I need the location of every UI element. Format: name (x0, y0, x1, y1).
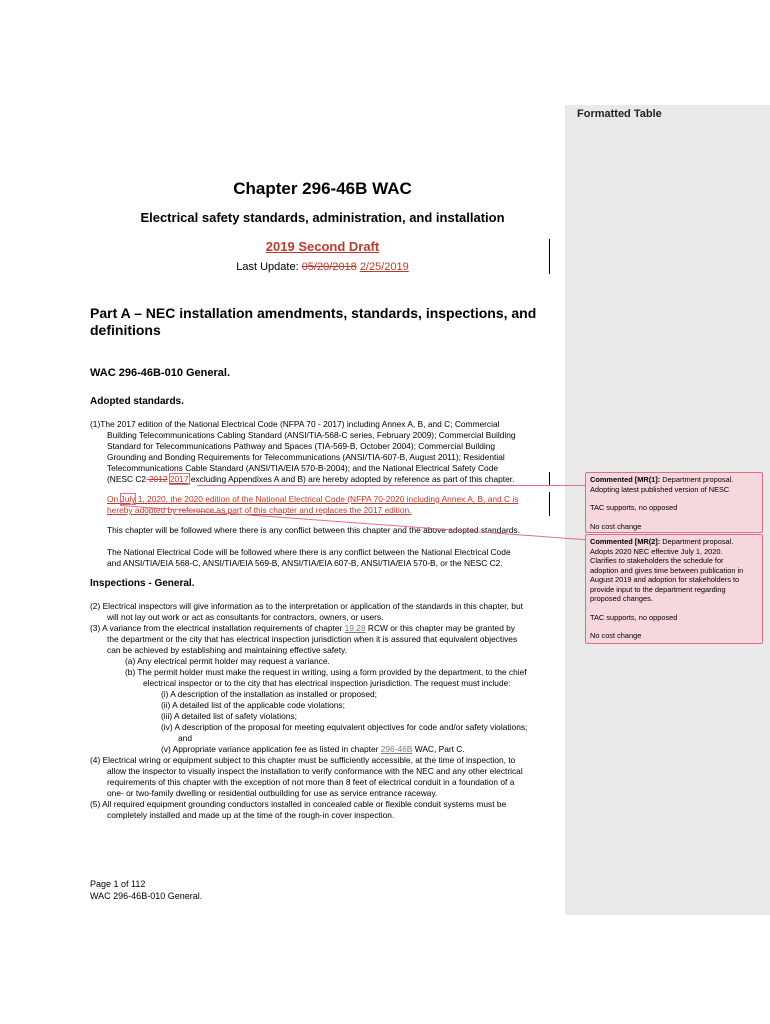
comment-1-line-2: Adopting latest published version of NESC (590, 484, 730, 494)
inserted-date: 2/25/2019 (359, 261, 409, 273)
deleted-date: 05/20/2018 (301, 261, 357, 273)
adopted-standards-heading: Adopted standards. (90, 396, 184, 407)
wac-link[interactable]: 296-46B (380, 744, 413, 754)
comment-2-line-7: proposed changes. (590, 594, 653, 603)
paragraph-5-line-1: (5) All required equipment grounding conductors installed in concealed cable or flexible conduit systems must be (90, 799, 507, 809)
paragraph-1-line-3: Standard for Telecommunications Pathway and Spaces (TIA-569-B, October 2004); Commercial Building (107, 441, 496, 451)
nec-paragraph-line-2: and ANSI/TIA/EIA 568-C, ANSI/TIA/EIA 569-B, ANSI/TIA/EIA 607-B, ANSI/TIA/EIA 570-B, or the NESC C2. (107, 558, 503, 568)
paragraph-4-line-2: allow the inspector to visually inspect the installation to verify conformance with the NEC and any other electrical (107, 766, 523, 776)
comment-2-tac: TAC supports, no opposed (590, 612, 678, 622)
paragraph-2-line-2: will not lay out work or act as consultants for contractors, owners, or users. (107, 612, 384, 622)
nec-paragraph-line-1: The National Electrical Code will be followed where there is any conflict between the National Electrical Code (107, 547, 511, 557)
chapter-subtitle: Electrical safety standards, administration, and installation (140, 210, 505, 225)
paragraph-1-line-4: Grounding and Bonding Requirements for Telecommunications (ANSI/TIA-607-B, August 2011); Residential (107, 452, 505, 462)
paragraph-1-line-1: (1)The 2017 edition of the National Electrical Code (NFPA 70 - 2017) including Annex A, B, and C; Commercial (90, 419, 500, 429)
comment-2-line-6: provide input to the department regarding (590, 584, 726, 594)
inserted-nesc-year[interactable]: 2017 (169, 474, 189, 484)
paragraph-3-item-b-line-2: electrical inspector or to the city that has electrical inspection jurisdiction. The request must include: (143, 678, 511, 688)
comment-1-cost: No cost change (590, 521, 642, 531)
paragraph-3-line-1: (3) A variance from the electrical installation requirements of chapter 19.28 RCW or this chapter may be granted by (90, 623, 516, 633)
footer-section: WAC 296-46B-010 General. (90, 891, 203, 901)
comment-2-line-4: adoption and gives time between publication in (590, 565, 744, 575)
paragraph-4-line-1: (4) Electrical wiring or equipment subject to this chapter must be sufficiently accessible, at the time of inspection, to (90, 755, 516, 765)
conflict-paragraph: This chapter will be followed where there is any conflict between this chapter and the above adopted standards. (107, 525, 520, 535)
rcw-link[interactable]: 19.28 (344, 623, 366, 633)
change-bar (549, 239, 550, 274)
deleted-nesc-year: 2012 (148, 474, 168, 484)
paragraph-1-line-6: (NESC C2-2012 2017 excluding Appendixes A and B) are hereby adopted by reference as part of this chapter. (107, 474, 515, 484)
paragraph-4-line-3: requirements of this chapter with the exception of not more than 8 feet of electrical conduit in a foundation of a (107, 777, 515, 787)
comment-2-line-1: Department proposal. (662, 537, 734, 546)
comment-connector-1 (197, 485, 585, 486)
paragraph-3-item-iii: (iii) A detailed list of safety violations; (161, 711, 297, 721)
comment-1-line-1: Department proposal. (662, 475, 734, 484)
comment-1-author: Commented [MR(1]: (590, 475, 661, 484)
inspections-heading: Inspections - General. (90, 578, 195, 589)
section-heading: WAC 296-46B-010 General. (90, 367, 231, 379)
page-number: Page 1 of 112 (90, 879, 146, 889)
comment-1[interactable] (585, 472, 763, 533)
paragraph-3-item-iv-line-1: (iv) A description of the proposal for meeting equivalent objectives for code and/or safety violations; (161, 722, 528, 732)
paragraph-4-line-4: one- or two-family dwelling or residential outbuilding for use as service entrance raceway. (107, 788, 438, 798)
inserted-paragraph-line-1: On July 1, 2020, the 2020 edition of the National Electrical Code (NFPA 70-2020 including Annex A, B, and C is (107, 494, 519, 504)
paragraph-1-line-2: Building Telecommunications Cabling Standard (ANSI/TIA-568-C series, February 2009); Commercial Building (107, 430, 516, 440)
comment-1-tac: TAC supports, no opposed (590, 503, 678, 512)
formatted-table-label: Formatted Table (577, 108, 662, 120)
change-bar (549, 492, 550, 516)
paragraph-3-item-iv-line-2: and (178, 733, 192, 743)
paragraph-3-item-i: (i) A description of the installation as installed or proposed; (161, 689, 378, 699)
comment-2-line-3: Clarifies to stakeholders the schedule for (590, 556, 724, 565)
paragraph-3-item-v: (v) Appropriate variance application fee as listed in chapter 296-46B WAC, Part C. (161, 744, 465, 754)
change-bar (549, 472, 550, 486)
last-update: Last Update: 05/20/2018 2/25/2019 (236, 261, 409, 273)
comment-2[interactable] (585, 534, 763, 644)
paragraph-3-line-3: can be achieved by establishing and maintaining effective safety. (107, 645, 347, 655)
paragraph-3-item-ii: (ii) A detailed list of the applicable code violations; (161, 700, 345, 710)
paragraph-3-item-a: (a) Any electrical permit holder may request a variance. (125, 656, 330, 666)
paragraph-3-line-2: the department or the city that has electrical inspection jurisdiction when it is assured that equivalent objectives (107, 634, 518, 644)
paragraph-5-line-2: completely installed and made up at the time of the rough-in cover inspection. (107, 810, 395, 820)
comment-2-line-5: August 2019 and adoption for stakeholders to (590, 575, 740, 584)
part-heading: Part A – NEC installation amendments, standards, inspections, and definitions (90, 305, 537, 338)
comment-2-author: Commented [MR(2]: (590, 537, 661, 546)
draft-label: 2019 Second Draft (265, 239, 380, 254)
inserted-paragraph-line-2: hereby adopted by reference as part of this chapter and replaces the 2017 edition. (107, 505, 412, 515)
paragraph-2-line-1: (2) Electrical inspectors will give information as to the interpretation or application of the standards in this chapter, but (90, 601, 523, 611)
paragraph-1-line-5: Telecommunications Cable Standard (ANSI/TIA/EIA 570-B-2004); and the National Electrical Safety Code (107, 463, 499, 473)
chapter-title: Chapter 296-46B WAC (233, 179, 412, 198)
comment-2-line-2: Adopts 2020 NEC effective July 1, 2020. (590, 546, 723, 556)
paragraph-3-item-b-line-1: (b) The permit holder must make the request in writing, using a form provided by the department, to the chief (125, 667, 527, 677)
comment-anchor-july[interactable]: July (120, 494, 136, 504)
comment-2-cost: No cost change (590, 631, 642, 640)
